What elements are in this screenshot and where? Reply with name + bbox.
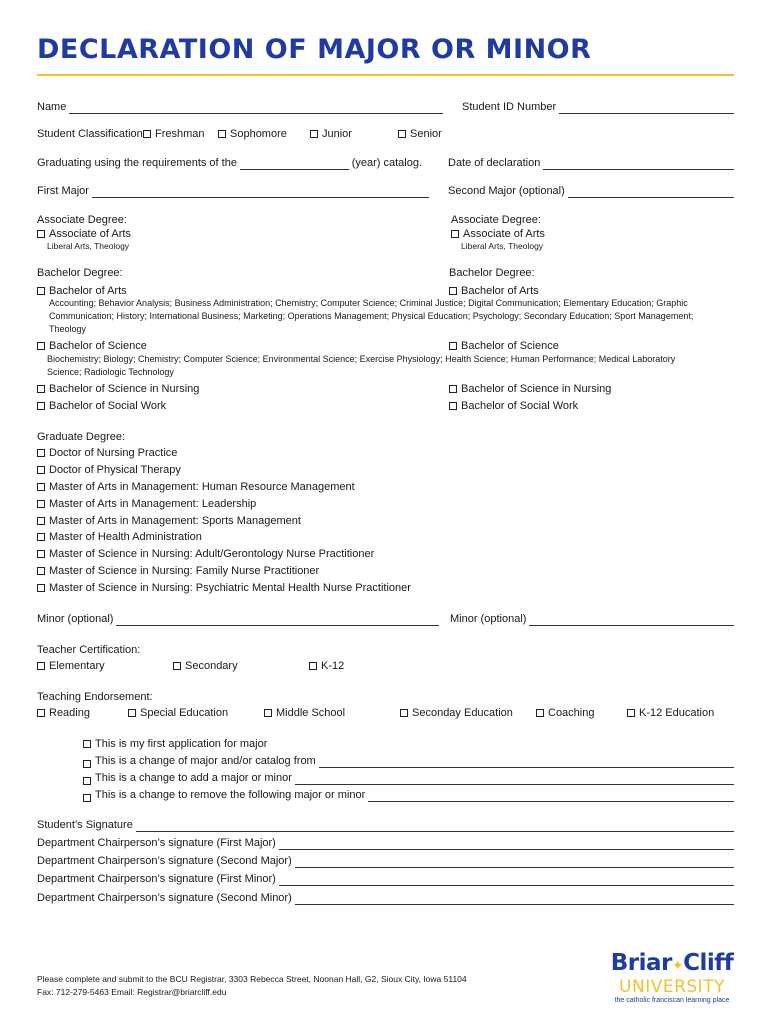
graduating-row [37, 157, 422, 170]
graduate-label: Master of Arts in Management: Sports Management [49, 515, 301, 527]
remove-major-field[interactable] [368, 791, 734, 802]
student-id-row [462, 101, 734, 114]
secondary-label: Secondary [185, 660, 238, 672]
checkbox-icon [37, 517, 45, 525]
change-catalog-field[interactable] [319, 757, 734, 768]
first-application-label: This is my first application for major [95, 738, 268, 750]
dept-first-minor-label: Department Chairperson’s signature (First Minor) [37, 873, 276, 885]
bachelor-science-label: Bachelor of Science [49, 340, 147, 352]
minor-label: Minor (optional) [37, 613, 114, 625]
graduate-checkbox[interactable] [37, 464, 181, 477]
checkbox-icon [37, 466, 45, 474]
bachelor-heading-right: Bachelor Degree: [449, 267, 535, 279]
graduate-label: Master of Science in Nursing: Family Nurse Practitioner [49, 565, 320, 577]
teacher-heading: Teacher Certification: [37, 644, 141, 656]
name-field[interactable] [69, 103, 443, 114]
bachelor-science-label: Bachelor of Science [461, 340, 559, 352]
sophomore-checkbox[interactable] [218, 128, 287, 141]
graduate-checkbox[interactable] [37, 515, 301, 528]
second-major-label: Second Major (optional) [448, 185, 565, 197]
dept-first-minor-field[interactable] [279, 875, 734, 886]
checkbox-icon [536, 709, 544, 717]
secondary-education-checkbox[interactable] [400, 707, 513, 720]
checkbox-icon [37, 449, 45, 457]
minor-row-left [37, 613, 439, 626]
dept-second-minor-label: Department Chairperson’s signature (Second Minor) [37, 892, 292, 904]
sophomore-label: Sophomore [230, 128, 287, 140]
associate-arts-label: Associate of Arts [463, 228, 545, 240]
senior-checkbox[interactable] [398, 128, 442, 141]
minor-field[interactable] [116, 615, 439, 626]
dept-second-minor-row [37, 892, 734, 905]
checkbox-icon [37, 662, 45, 670]
k12-education-label: K-12 Education [639, 707, 715, 719]
reading-checkbox[interactable] [37, 707, 90, 720]
catalog-year-field[interactable] [240, 159, 349, 170]
checkbox-icon [37, 500, 45, 508]
logo-wordmark [607, 951, 737, 978]
bachelor-arts-label: Bachelor of Arts [461, 285, 539, 297]
checkbox-icon [449, 385, 457, 393]
logo-name-left: Briar [610, 950, 672, 976]
associate-heading-right: Associate Degree: [451, 214, 541, 226]
checkbox-icon [451, 230, 459, 238]
bachelor-science-checkbox-right[interactable] [449, 340, 559, 353]
checkbox-icon [37, 230, 45, 238]
graduate-label: Master of Arts in Management: Leadership [49, 498, 257, 510]
k12-checkbox[interactable] [309, 660, 344, 673]
checkbox-icon [400, 709, 408, 717]
logo-tagline: the catholic franciscan learning place [614, 997, 730, 1004]
first-major-label: First Major [37, 185, 89, 197]
student-signature-label: Student’s Signature [37, 819, 133, 831]
student-signature-field[interactable] [136, 821, 734, 832]
associate-note-right: Liberal Arts, Theology [461, 241, 544, 251]
student-id-label: Student ID Number [462, 101, 557, 113]
k12-education-checkbox[interactable] [627, 707, 714, 720]
graduate-checkbox[interactable] [37, 565, 319, 578]
endorsement-heading: Teaching Endorsement: [37, 691, 153, 703]
checkbox-icon [143, 130, 151, 138]
elementary-checkbox[interactable] [37, 660, 105, 673]
graduate-label: Doctor of Nursing Practice [49, 447, 178, 459]
catalog-label: (year) catalog. [351, 157, 422, 169]
student-id-field[interactable] [559, 103, 734, 114]
bachelor-science-majors-1: Biochemistry; Biology; Chemistry; Computer Science; Environmental Science; Exercise Physiology; Health Science; Human Performance; Medical Laboratory [47, 354, 676, 364]
university-logo [607, 951, 737, 1005]
minor-row-right [450, 613, 734, 626]
graduate-heading: Graduate Degree: [37, 431, 126, 443]
checkbox-icon [37, 567, 45, 575]
graduate-checkbox[interactable] [37, 531, 202, 544]
associate-arts-checkbox-right[interactable] [451, 228, 545, 241]
bachelor-social-work-checkbox-right[interactable] [449, 400, 578, 413]
page-title: DECLARATION OF MAJOR OR MINOR [37, 34, 592, 65]
checkbox-icon [83, 777, 91, 785]
secondary-checkbox[interactable] [173, 660, 238, 673]
secondary-education-label: Seconday Education [412, 707, 513, 719]
bachelor-nursing-checkbox-left[interactable] [37, 383, 199, 396]
checkbox-icon [37, 402, 45, 410]
checkbox-icon [264, 709, 272, 717]
checkbox-icon [83, 760, 91, 768]
second-major-row [448, 185, 734, 198]
date-field[interactable] [543, 159, 734, 170]
date-row [448, 157, 734, 170]
graduate-checkbox[interactable] [37, 548, 374, 561]
dept-first-major-label: Department Chairperson’s signature (First Major) [37, 837, 276, 849]
graduate-checkbox[interactable] [37, 481, 355, 494]
checkbox-icon [37, 342, 45, 350]
graduate-checkbox[interactable] [37, 498, 256, 511]
associate-heading-left: Associate Degree: [37, 214, 127, 226]
graduate-label: Master of Arts in Management: Human Resource Management [49, 481, 355, 493]
add-major-row[interactable] [83, 772, 734, 785]
change-catalog-label: This is a change of major and/or catalog from [95, 755, 316, 767]
graduating-label: Graduating using the requirements of the [37, 157, 237, 169]
checkbox-icon [83, 740, 91, 748]
first-major-row [37, 185, 429, 198]
graduate-checkbox[interactable] [37, 447, 177, 460]
checkbox-icon [449, 287, 457, 295]
checkbox-icon [310, 130, 318, 138]
first-major-field[interactable] [92, 187, 429, 198]
checkbox-icon [627, 709, 635, 717]
checkbox-icon [37, 287, 45, 295]
dept-first-major-field[interactable] [279, 839, 734, 850]
coaching-label: Coaching [548, 707, 595, 719]
title-rule [37, 74, 734, 76]
checkbox-icon [37, 709, 45, 717]
elementary-label: Elementary [49, 660, 105, 672]
checkbox-icon [449, 342, 457, 350]
bachelor-arts-majors-3: Theology [49, 324, 87, 334]
second-major-field[interactable] [568, 187, 734, 198]
footer-address: Please complete and submit to the BCU Registrar, 3303 Rebecca Street, Noonan Hall, G2, Sioux City, Iowa 51104 [37, 974, 467, 984]
associate-arts-checkbox-left[interactable] [37, 228, 131, 241]
bachelor-heading-left: Bachelor Degree: [37, 267, 123, 279]
k12-label: K-12 [321, 660, 345, 672]
checkbox-icon [218, 130, 226, 138]
add-major-field[interactable] [295, 774, 734, 785]
footer-contact: Fax: 712-279-5463 Email: Registrar@briarcliff.edu [37, 987, 227, 997]
star-icon: ✦ [671, 958, 684, 974]
dept-first-minor-row [37, 873, 734, 886]
logo-name-right: Cliff [683, 950, 734, 976]
special-education-checkbox[interactable] [128, 707, 228, 720]
graduate-label: Doctor of Physical Therapy [49, 464, 181, 476]
bachelor-social-work-label: Bachelor of Social Work [49, 400, 167, 412]
minor-field[interactable] [529, 615, 734, 626]
checkbox-icon [37, 385, 45, 393]
junior-label: Junior [322, 128, 352, 140]
checkbox-icon [398, 130, 406, 138]
date-label: Date of declaration [448, 157, 541, 169]
checkbox-icon [37, 584, 45, 592]
remove-major-row[interactable] [83, 789, 734, 802]
minor-label: Minor (optional) [450, 613, 527, 625]
remove-major-label: This is a change to remove the following major or minor [95, 789, 366, 801]
student-signature-row [37, 819, 734, 832]
checkbox-icon [37, 550, 45, 558]
middle-school-checkbox[interactable] [264, 707, 345, 720]
bachelor-science-checkbox-left[interactable] [37, 340, 147, 353]
bachelor-science-majors-2: Science; Radiologic Technology [47, 367, 174, 377]
first-application-checkbox[interactable] [83, 738, 267, 751]
bachelor-nursing-label: Bachelor of Science in Nursing [461, 383, 612, 395]
checkbox-icon [449, 402, 457, 410]
graduate-label: Master of Science in Nursing: Adult/Gerontology Nurse Practitioner [49, 548, 375, 560]
bachelor-social-work-label: Bachelor of Social Work [461, 400, 579, 412]
freshman-label: Freshman [155, 128, 205, 140]
change-catalog-row[interactable] [83, 755, 734, 768]
bachelor-social-work-checkbox-left[interactable] [37, 400, 166, 413]
bachelor-arts-majors-1: Accounting; Behavior Analysis; Business Administration; Chemistry; Computer Science; Criminal Justice; Digital Communication; Elementary Education; Graphic [49, 298, 688, 308]
checkbox-icon [128, 709, 136, 717]
dept-second-minor-field[interactable] [295, 894, 734, 905]
checkbox-icon [173, 662, 181, 670]
checkbox-icon [37, 483, 45, 491]
dept-first-major-row [37, 837, 734, 850]
special-education-label: Special Education [140, 707, 229, 719]
name-label: Name [37, 101, 67, 113]
associate-note-left: Liberal Arts, Theology [47, 241, 130, 251]
freshman-checkbox[interactable] [143, 128, 205, 141]
coaching-checkbox[interactable] [536, 707, 594, 720]
bachelor-arts-majors-2: Communication; History; International Business; Marketing; Operations Management; Physical Education; Psychology; Secondary Education; Sport Management; [49, 311, 694, 321]
bachelor-arts-label: Bachelor of Arts [49, 285, 127, 297]
logo-university: UNIVERSITY [619, 977, 725, 997]
reading-label: Reading [49, 707, 90, 719]
associate-arts-label: Associate of Arts [49, 228, 131, 240]
checkbox-icon [309, 662, 317, 670]
checkbox-icon [83, 794, 91, 802]
classification-label: Student Classification [37, 128, 143, 140]
graduate-label: Master of Health Administration [49, 531, 202, 543]
add-major-label: This is a change to add a major or minor [95, 772, 292, 784]
graduate-checkbox[interactable] [37, 582, 411, 595]
bachelor-nursing-checkbox-right[interactable] [449, 383, 611, 396]
checkbox-icon [37, 533, 45, 541]
junior-checkbox[interactable] [310, 128, 352, 141]
dept-second-major-label: Department Chairperson’s signature (Second Major) [37, 855, 292, 867]
name-row [37, 101, 443, 114]
middle-school-label: Middle School [276, 707, 346, 719]
dept-second-major-field[interactable] [295, 857, 734, 868]
graduate-label: Master of Science in Nursing: Psychiatric Mental Health Nurse Practitioner [49, 582, 411, 594]
dept-second-major-row [37, 855, 734, 868]
bachelor-nursing-label: Bachelor of Science in Nursing [49, 383, 200, 395]
senior-label: Senior [410, 128, 442, 140]
